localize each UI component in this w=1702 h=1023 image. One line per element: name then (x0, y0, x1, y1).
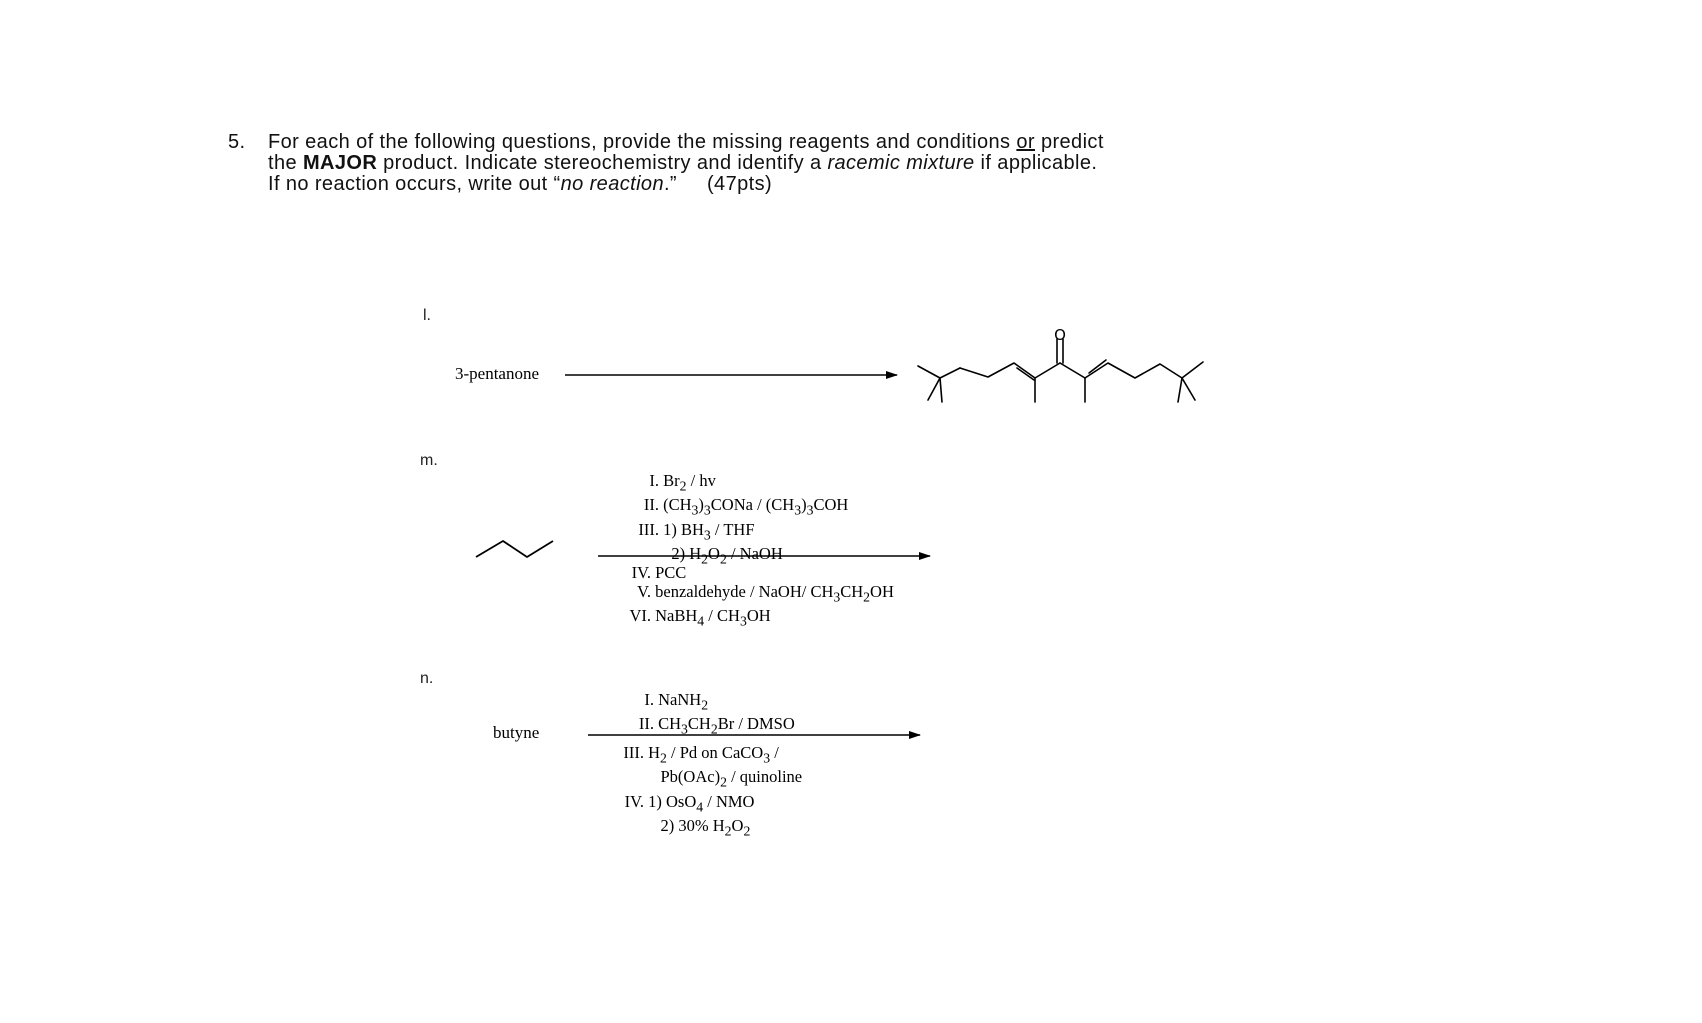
condition-line (610, 767, 802, 791)
question-emphasis-no-reaction: no reaction (560, 173, 664, 195)
condition-text: 2) $H_2O_2$ / NaOH (671, 543, 783, 567)
condition-numeral: I. (644, 690, 654, 709)
condition-text: 1) $BH_3$ / THF (663, 519, 755, 542)
question-number: 5. (228, 131, 246, 153)
conditions-below-m (617, 563, 894, 631)
problem-label-n: n. (420, 670, 434, 687)
carbonyl-oxygen-label: O (1054, 326, 1066, 344)
condition-text: NaNH$_2$ (658, 690, 709, 713)
reactant-n: butyne (493, 723, 540, 742)
conditions-below-n (610, 743, 802, 840)
condition-numeral: V. (637, 582, 651, 601)
conditions-above-m (625, 471, 848, 568)
condition-text: NaBH$_4$ / $CH_3OH$ (655, 606, 771, 629)
condition-numeral: III. (638, 519, 659, 539)
condition-text: benzaldehyde / NaOH/ $CH_3CH_2OH$ (655, 582, 894, 605)
question-text: if applicable. (974, 152, 1098, 174)
condition-text: $H_2$ / Pd on CaCO$_3$ / (648, 743, 779, 766)
question-text: product. Indicate stereochemistry and identify a (377, 152, 828, 174)
condition-text: $(CH_3)_3CONa / (CH_3)_3COH$ (663, 495, 849, 518)
question-text: If no reaction occurs, write out “ (268, 173, 561, 195)
condition-line (625, 520, 848, 544)
condition-line (620, 690, 795, 714)
reactant-structure-m (476, 541, 553, 557)
condition-numeral: IV. (631, 563, 651, 582)
condition-numeral: II. (638, 714, 654, 734)
condition-line (625, 471, 848, 495)
condition-numeral: II. (643, 495, 659, 515)
question-text: For each of the following questions, provide the missing reagents and conditions (268, 131, 1017, 153)
condition-text: $Pb(OAc)_2$ / quinoline (660, 767, 803, 790)
condition-numeral: IV. (624, 791, 644, 811)
condition-line (610, 792, 802, 816)
question-emphasis-racemic: racemic mixture (827, 152, 975, 174)
question-text: .” (663, 173, 677, 195)
condition-line (610, 816, 802, 840)
condition-line (625, 495, 848, 519)
question-emphasis-major: MAJOR (302, 152, 378, 174)
product-structure-l (918, 339, 1203, 402)
problem-label-m: m. (420, 452, 438, 469)
condition-text: PCC (655, 563, 687, 582)
condition-text: 1) OsO$_4$ / NMO (648, 791, 755, 814)
condition-line (610, 743, 802, 767)
condition-text: 2) 30% $H_2O_2$ (660, 815, 751, 839)
question-text: the (268, 152, 303, 174)
condition-text: $Br_2$ / hv (663, 471, 716, 494)
condition-numeral: III. (623, 743, 644, 762)
conditions-above-n (620, 690, 795, 739)
condition-line (617, 563, 894, 582)
question-emphasis-or: or (1016, 131, 1035, 153)
condition-text: $CH_3CH_2Br$ / DMSO (658, 714, 795, 737)
problem-label-l: l. (423, 307, 431, 324)
condition-line (617, 582, 894, 606)
condition-line (617, 606, 894, 630)
condition-line (620, 714, 795, 738)
reactant-l: 3-pentanone (455, 364, 540, 383)
question-points: (47pts) (707, 173, 773, 195)
condition-numeral: VI. (629, 606, 651, 626)
condition-numeral: I. (649, 471, 659, 490)
question-text: predict (1034, 131, 1104, 153)
